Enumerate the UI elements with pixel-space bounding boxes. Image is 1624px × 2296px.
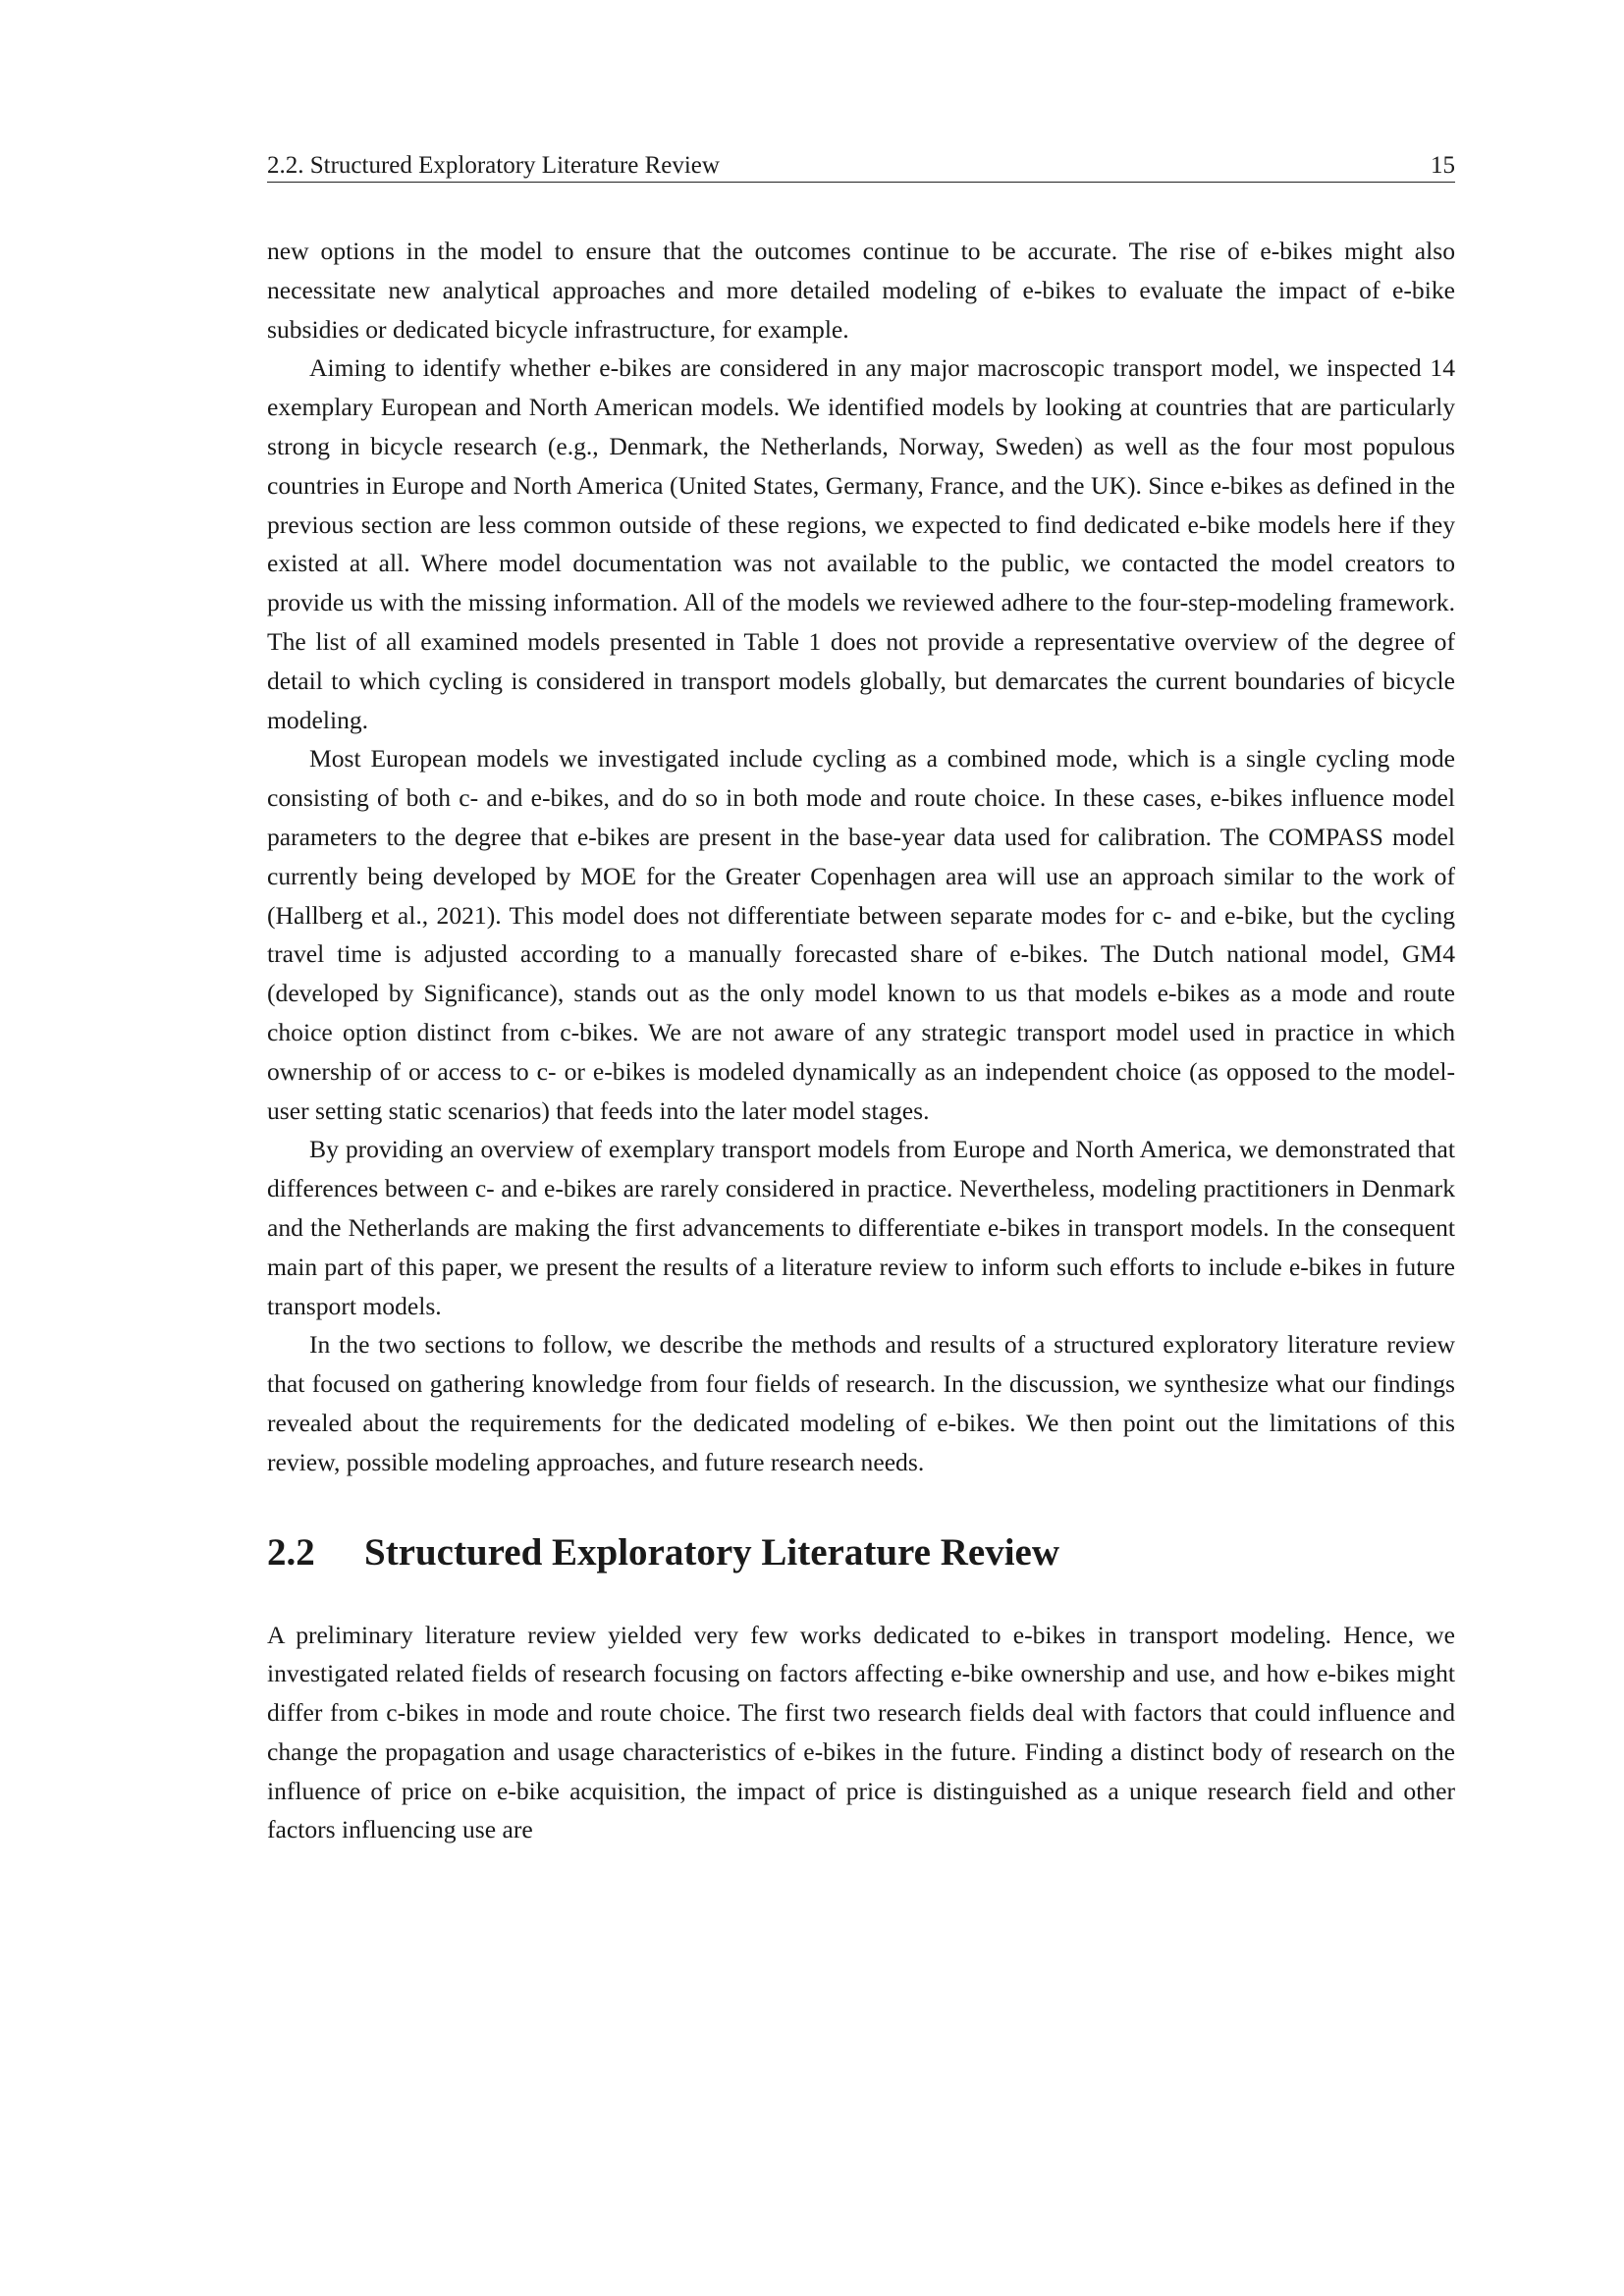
running-header (267, 147, 1455, 183)
paragraph-outline: In the two sections to follow, we describe the methods and results of a structured exploratory literature review that focused on gathering knowledge from four fields of research. In the discussion, we synthesize what our findings revealed about the requirements for the dedicated modeling of e-bikes. We then point out the limitations of this review, possible modeling approaches, and future research needs. (267, 1330, 1455, 1476)
paragraph-european-models: Most European models we investigated include cycling as a combined mode, which is a single cycling mode consisting of both c- and e-bikes, and do so in both mode and route choice. In these cases, e-bikes influence model parameters to the degree that e-bikes are present in the base-year data used for calibration. The COMPASS model currently being developed by MOE for the Greater Copenhagen area will use an approach similar to the work of (Hallberg et al., 2021). This model does not differentiate between separate modes for c- and e-bike, but the cycling travel time is adjusted according to a manually forecasted share of e-bikes. The Dutch national model, GM4 (developed by Significance), stands out as the only model known to us that models e-bikes as a mode and route choice option distinct from c-bikes. We are not aware of any strategic transport model used in practice in which ownership of or access to c- or e-bikes is modeled dynamically as an independent choice (as opposed to the model-user setting static scenarios) that feeds into the later model stages. (267, 744, 1455, 1125)
section-title: Structured Exploratory Literature Review (364, 1530, 1059, 1574)
paragraph-section-intro: A preliminary literature review yielded very few works dedicated to e-bikes in transport modeling. Hence, we investigated related fields of research focusing on factors affecting e-bike ownership and use, and how e-bikes might differ from c-bikes in mode and route choice. The first two research fields deal with factors that could influence and change the propagation and usage characteristics of e-bikes in the future. Finding a distinct body of research on the influence of price on e-bike acquisition, the impact of price is distinguished as a unique research field and other factors influencing use are (267, 1620, 1455, 1844)
paragraph-overview: By providing an overview of exemplary transport models from Europe and North America, we demonstrated that differences between c- and e-bikes are rarely considered in practice. Nevertheless, modeling practitioners in Denmark and the Netherlands are making the first advancements to differentiate e-bikes in transport models. In the consequent main part of this paper, we present the results of a literature review to inform such efforts to include e-bikes in future transport models. (267, 1135, 1455, 1320)
body-text (267, 232, 1455, 1849)
paragraph-continuation: new options in the model to ensure that the outcomes continue to be accurate. The rise of e-bikes might also necessitate new analytical approaches and more detailed modeling of e-bikes to evaluate the impact of e-bike subsidies or dedicated bicycle infrastructure, for example. (267, 237, 1455, 344)
page-number: 15 (1431, 152, 1455, 179)
section-heading (267, 1529, 1455, 1576)
running-title: 2.2. Structured Exploratory Literature Review (267, 152, 720, 179)
section-number: 2.2 (267, 1530, 315, 1574)
paragraph-transport-models: Aiming to identify whether e-bikes are considered in any major macroscopic transport model, we inspected 14 exemplary European and North American models. We identified models by looking at countries that are particularly strong in bicycle research (e.g., Denmark, the Netherlands, Norway, Sweden) as well as the four most populous countries in Europe and North America (United States, Germany, France, and the UK). Since e-bikes as defined in the previous section are less common outside of these regions, we expected to find dedicated e-bike models here if they existed at all. Where model documentation was not available to the public, we contacted the model creators to provide us with the missing information. All of the models we reviewed adhere to the four-step-modeling framework. The list of all examined models presented in Table 1 does not provide a representative overview of the degree of detail to which cycling is considered in transport models globally, but demarcates the current boundaries of bicycle modeling. (267, 353, 1455, 734)
